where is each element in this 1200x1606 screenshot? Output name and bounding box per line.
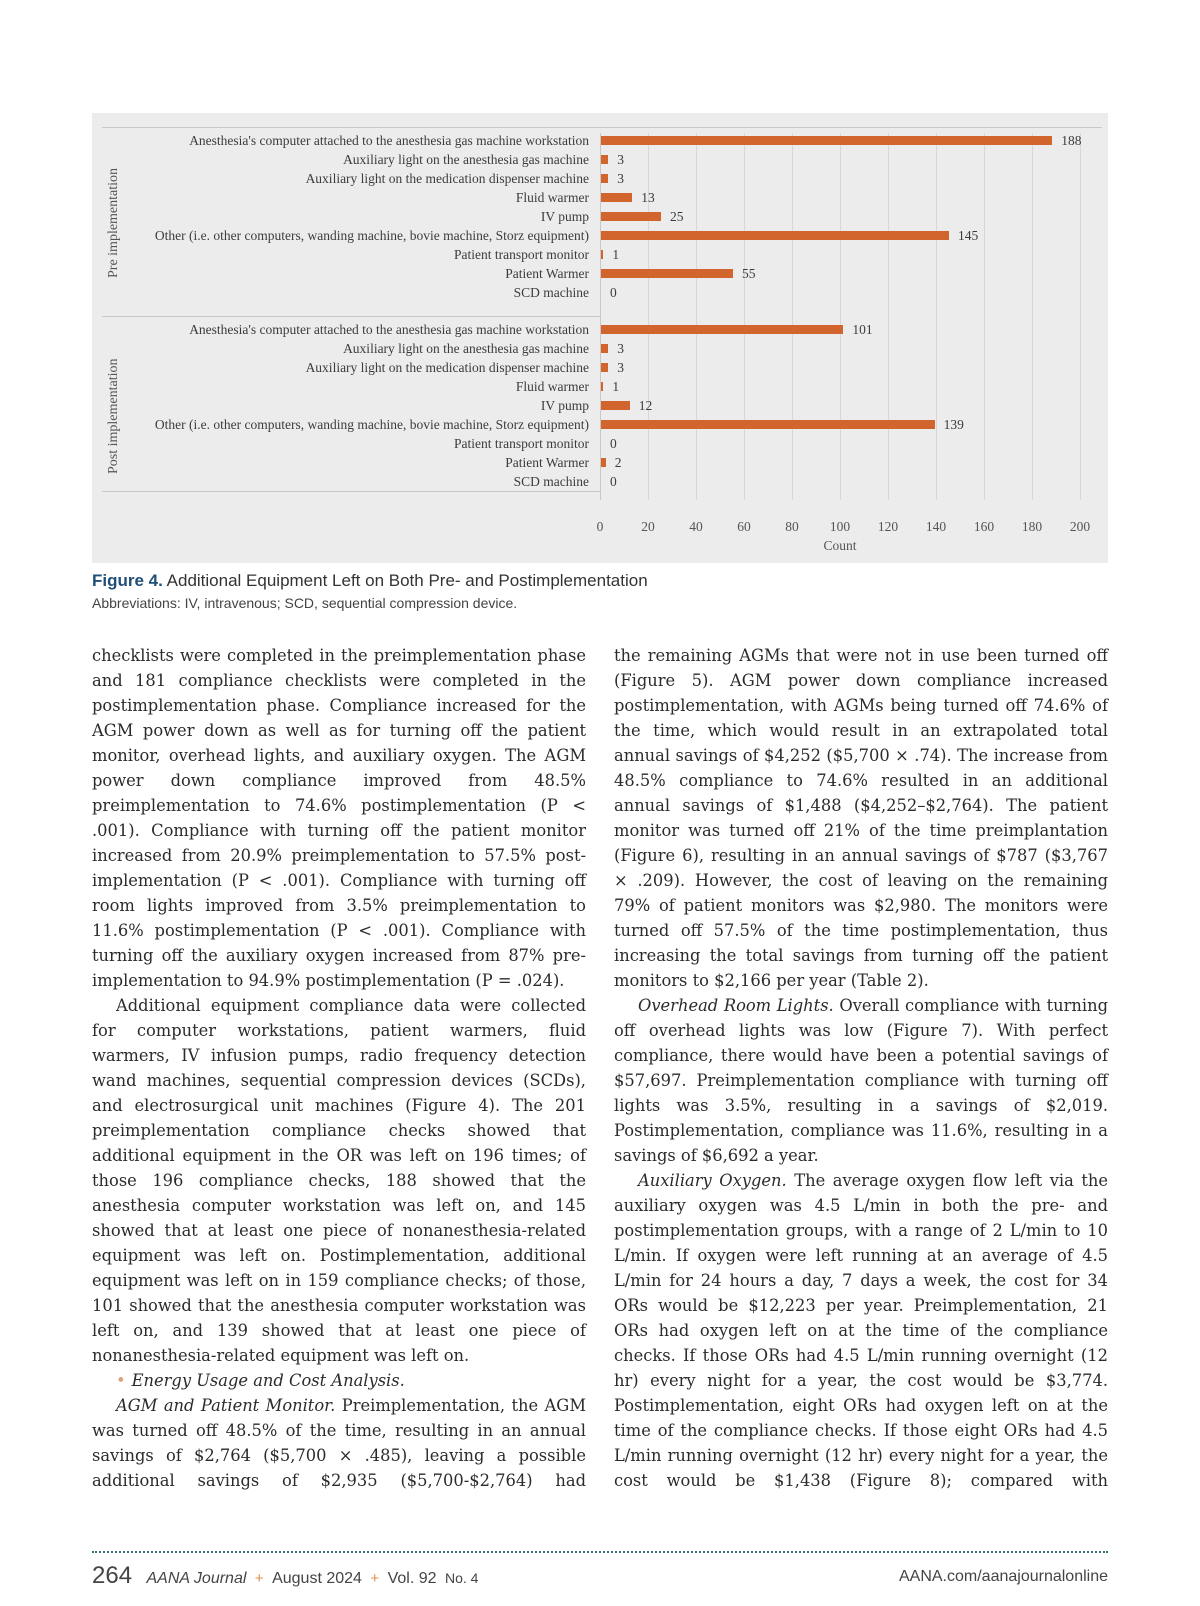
paragraph-text: the remaining AGMs that were not in use been turned off (Figure 5). AGM power down compliance increased postimplementation, with AGMs being turned off 74.6% of the time, which would result in an extrapolated total annual savings of $4,252 ($5,700 × .74). The increase from 48.5% compliance to 74.6% resulted in an additional annual savings of $1,488 ($4,252–$2,764). The patient monitor was turned off 21% of the time preimplantation (Figure 6), resulting in an annual savings of $787 ($3,767 × .209). However, the cost of leaving on the remaining 79% of patient monitors was $2,980. The monitors were turned off 57.5% of the time postimplementation, thus increasing the total savings from turning off the patient monitors to $2,166 per year (Table 2). — [614, 646, 1108, 990]
bar — [601, 382, 603, 391]
bar-value-label: 3 — [617, 152, 624, 167]
bar-value-label: 2 — [614, 455, 622, 470]
paragraph-text: Preimplementation, the AGM was turned off 48.5% of the time, resulting in an annual savings of $2,764 ($5,700 × .485), leaving a possible additional savings of $2,935 ($5,700-$2,764) had — [92, 1396, 586, 1490]
x-tick-label: 20 — [641, 519, 655, 534]
category-label: SCD machine — [513, 285, 589, 300]
bar — [601, 344, 608, 353]
category-label: Auxiliary light on the medication dispenser machine — [305, 171, 589, 186]
group-divider — [102, 127, 1102, 128]
category-label: Patient Warmer — [505, 266, 589, 281]
paragraph — [92, 993, 586, 1368]
category-label: Fluid warmer — [515, 379, 589, 394]
bar-value-label: 12 — [638, 398, 653, 413]
bar — [601, 155, 608, 164]
x-tick-label: 60 — [737, 519, 751, 534]
bar — [601, 401, 630, 410]
gridline — [984, 133, 985, 500]
x-tick-label: 80 — [785, 519, 799, 534]
gridline — [1080, 133, 1081, 500]
gridline — [744, 133, 745, 500]
bar-value-label: 188 — [1061, 133, 1082, 148]
category-label: Other (i.e. other computers, wanding machine, bovie machine, Storz equipment) — [154, 228, 589, 243]
category-label: Patient transport monitor — [454, 247, 589, 262]
bar — [601, 325, 843, 334]
gridline — [1032, 133, 1033, 500]
category-label: Patient Warmer — [505, 455, 589, 470]
x-tick-label: 120 — [877, 519, 899, 534]
x-tick-label: 180 — [1021, 519, 1043, 534]
figure-4-chart — [92, 113, 1108, 563]
bar-value-label: 0 — [610, 285, 617, 300]
run-in-heading: AGM and Patient Monitor. — [116, 1396, 336, 1415]
paragraph-text: Additional equipment compliance data were collected for computer workstations, patient warmers, fluid warmers, IV infusion pumps, radio frequency detection wand machines, sequential compression devices (SCDs), and electrosurgical unit machines (Figure 4). The 201 preimplementation compliance checks showed that additional equipment in the OR was left on 196 times; of those 196 compliance checks, 188 showed that the anesthesia computer workstation was left on, and 145 showed that at least one piece of nonanesthesia-related equipment was left on. Postimplementation, additional equipment was left on in 159 compliance checks; of those, 101 showed that the anesthesia computer workstation was left on, and 139 showed that at least one piece of nonanesthesia-related equipment was left on. — [92, 996, 586, 1365]
bar — [601, 363, 608, 372]
issue-date: August 2024 — [272, 1570, 362, 1587]
section-heading — [92, 1368, 586, 1393]
plot-area — [596, 133, 1091, 553]
run-in-heading: Auxiliary Oxygen. — [638, 1171, 787, 1190]
bar-value-label: 3 — [617, 360, 624, 375]
heading-text: Energy Usage and Cost Analysis. — [131, 1371, 405, 1390]
bar-value-label: 0 — [610, 474, 617, 489]
bar — [601, 136, 1052, 145]
bar — [601, 174, 608, 183]
paragraph — [614, 643, 1108, 993]
category-label: Other (i.e. other computers, wanding machine, bovie machine, Storz equipment) — [154, 417, 589, 432]
x-axis-line — [102, 491, 600, 492]
group-label: Post implementation — [106, 358, 121, 474]
footer-citation — [92, 1562, 478, 1590]
issue-number: No. 4 — [445, 1570, 479, 1586]
footer-divider — [92, 1551, 1108, 1553]
x-tick-label: 100 — [829, 519, 851, 534]
separator-icon: + — [370, 1570, 380, 1587]
run-in-heading: Overhead Room Lights. — [638, 996, 834, 1015]
category-label: Auxiliary light on the anesthesia gas machine — [343, 152, 589, 167]
x-tick-label: 0 — [596, 519, 604, 534]
journal-name: AANA Journal — [146, 1570, 247, 1587]
bar-value-label: 55 — [742, 266, 756, 281]
category-label: IV pump — [540, 398, 589, 413]
figure-number: Figure 4. — [92, 571, 163, 590]
bar — [601, 269, 733, 278]
page-number: 264 — [92, 1562, 133, 1589]
category-label: Anesthesia's computer attached to the anesthesia gas machine workstation — [189, 133, 589, 148]
bar-value-label: 0 — [610, 436, 617, 451]
group-divider — [102, 316, 600, 317]
bar — [601, 212, 661, 221]
volume: Vol. 92 — [387, 1570, 437, 1587]
x-axis-label: Count — [823, 538, 857, 553]
bar — [601, 458, 606, 467]
category-label: Auxiliary light on the medication dispenser machine — [305, 360, 589, 375]
bar — [601, 250, 603, 259]
paragraph-text: The average oxygen flow left via the auxiliary oxygen was 4.5 L/min in both the pre- and postimplementation groups, with a range of 2 L/min to 10 L/min. If oxygen were left running at an average of 4.5 L/min for 24 hours a day, 7 days a week, the cost for 34 ORs would be $12,223 per year. Preimplementation, 21 ORs had oxygen left on at the time of the compliance checks. If those ORs had 4.5 L/min running overnight (12 hr) every night for a year, the cost would be $3,774. Postimplementation, eight ORs had oxygen left on at the time of the compliance checks. If those eight ORs had 4.5 L/min running overnight (12 hr) every night for a year, the cost would be $1,438 (Figure 8); compared with — [614, 1171, 1108, 1490]
category-label: Patient transport monitor — [454, 436, 589, 451]
category-label: Fluid warmer — [515, 190, 589, 205]
journal-url[interactable]: AANA.com/aanajournalonline — [898, 1568, 1108, 1585]
bar-value-label: 1 — [612, 247, 620, 262]
x-tick-label: 140 — [925, 519, 947, 534]
bullet-icon: • — [116, 1371, 126, 1390]
bar-value-label: 13 — [641, 190, 655, 205]
paragraph-text: Overall compliance with turning off overhead lights was low (Figure 7). With perfect compliance, there would have been a potential savings of $57,697. Preimplementation compliance with turning off lights was 3.5%, resulting in a savings of $2,019. Postimplementation, compliance was 11.6%, resulting in a savings of $6,692 a year. — [614, 996, 1109, 1165]
figure-caption — [92, 571, 648, 591]
figure-abbreviations: Abbreviations: IV, intravenous; SCD, sequential compression device. — [92, 595, 518, 611]
gridline — [840, 133, 841, 500]
bar-value-label: 3 — [617, 341, 624, 356]
gridline — [696, 133, 697, 500]
body-column-left — [92, 643, 586, 1493]
category-labels — [92, 113, 589, 563]
bar-value-label: 25 — [670, 209, 684, 224]
category-label: Auxiliary light on the anesthesia gas machine — [343, 341, 589, 356]
bar-value-label: 101 — [852, 322, 873, 337]
category-label: SCD machine — [513, 474, 589, 489]
paragraph — [92, 643, 586, 993]
paragraph — [614, 993, 1108, 1168]
bar-value-label: 139 — [943, 417, 964, 432]
gridline — [936, 133, 937, 500]
x-tick-label: 160 — [973, 519, 995, 534]
bar-value-label: 145 — [958, 228, 979, 243]
paragraph-text: checklists were completed in the preimplementation phase and 181 compliance checklists were completed in the postimplementation phase. Compliance increased for the AGM power down as well as for turning off the patient monitor, overhead lights, and auxiliary oxygen. The AGM power down compliance improved from 48.5% preimplementation to 74.6% postimplementation (P < .001). Compliance with turning off the patient monitor increased from 20.9% preimplementation to 57.5% post-implementation (P < .001). Compliance with turning off room lights improved from 3.5% preimplementation to 11.6% postimplementation (P < .001). Compliance with turning off the auxiliary oxygen increased from 87% pre-implementation to 94.9% postimplementation (P = .024). — [92, 646, 586, 990]
figure-title: Additional Equipment Left on Both Pre- and Postimplementation — [166, 571, 648, 590]
gridline — [888, 133, 889, 500]
category-label: Anesthesia's computer attached to the anesthesia gas machine workstation — [189, 322, 589, 337]
bar-value-label: 3 — [617, 171, 624, 186]
paragraph — [614, 1168, 1108, 1493]
y-axis-line — [600, 133, 601, 500]
bar — [601, 193, 632, 202]
bar — [601, 231, 949, 240]
gridline — [792, 133, 793, 500]
x-tick-label: 200 — [1069, 519, 1091, 534]
group-label: Pre implementation — [106, 167, 121, 278]
x-tick-label: 40 — [689, 519, 703, 534]
bar-value-label: 1 — [612, 379, 620, 394]
category-label: IV pump — [540, 209, 589, 224]
body-column-right — [614, 643, 1108, 1493]
paragraph — [92, 1393, 586, 1493]
separator-icon: + — [254, 1570, 264, 1587]
bar — [601, 420, 935, 429]
